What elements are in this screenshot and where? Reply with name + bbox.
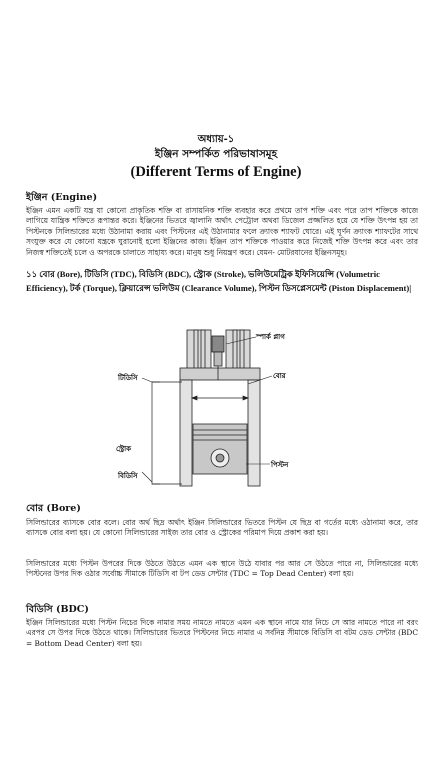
cylinder-head xyxy=(180,368,260,380)
bdc-heading: বিডিসি (BDC) xyxy=(26,604,89,615)
chapter-number: অধ্যায়-১ xyxy=(197,134,235,145)
tdc-paragraph: সিলিন্ডারের মধ্যে পিস্টন উপরের দিকে উঠতে উঠতে এমন এক স্থানে উঠে যাবার পর আর সে উঠতে পারে না, সিলিন্ডারের মধ্যে পিস্টনের উপর দিক ওঠার সর্বোচ্চ সীমাকে টিডিসি বা টপ ডেড সেন্টার (TDC = Top Dead Center) বলা হয়। xyxy=(26,559,418,579)
label-tdc: টিডিসি xyxy=(118,373,138,382)
bore-paragraph: সিলিন্ডারের ব্যাসকে বোর বলে। বোর অর্থ ছিদ্র অর্থাৎ ইঞ্জিন সিলিন্ডারের ভিতরে পিস্টন যে ছিদ্র বা গর্তের মধ্যে ওঠানামা করে, তার ব্যাসকে বোর বলা হয়। যে কোনো সিলিন্ডারের সাইজ তার বোর ও স্ট্রোকের পরিমাপ দিয়ে প্রকাশ করা হয়। xyxy=(26,518,418,538)
bdc-paragraph: ইঞ্জিন সিলিন্ডারের মধ্যে পিস্টন নিচের দিকে নামার সময় নামতে নামতে এমন এক স্থানে নামে যার নিচে সে আর নামতে পারে না বরং এরপর সে উপর দিকে উঠতে থাকে। সিলিন্ডারের ভিতরে পিস্টনের নিচে নামার এ সর্বনিম্ন সীমাকে বিডিসি বা বটম ডেড সেন্টার (BDC = Bottom Dead Center) বলা হয়। xyxy=(26,618,418,648)
stroke-bracket xyxy=(152,382,182,484)
chapter-title: (Different Terms of Engine) xyxy=(130,164,302,180)
engine-paragraph: ইঞ্জিন এমন একটি যন্ত্র যা কোনো প্রাকৃতিক শক্তি বা রাসায়নিক শক্তি ব্যবহার করে প্রথমে তাপ শক্তি এবং পরে তাপ শক্তিকে কাজে লাগিয়ে যান্ত্রিক শক্তিতে রূপান্তর করে। ইঞ্জিনের ভিতরে জ্বালানি অর্থাৎ পেট্রোল অথবা ডিজেল প্রজ্জলিত হয়ে যে শক্তি উৎপন্ন হয় তা পিস্টনকে সিলিন্ডারের মধ্যে উঠানামা করায় এবং পিস্টনের এই উঠানামার ফলে ক্র্যাংক শ্যাফট ঘোরে। এই ঘূর্ণন ক্র্যাংক শ্যাফটের সাথে সংযুক্ত করে যে কোনো যন্ত্রকে ঘুরানোই হলো ইঞ্জিনের কাজ। ইঞ্জিন তাপ শক্তিকে পাওয়ার করে নিজেই শক্তি উৎপন্ন করে এবং তার নিজস্ব শক্তিতেই চলে ও অপরকে চালাতে সাহায্য করে। মানুষ শুধু নিয়ন্ত্রণ করে। যেমন- মোটরযানের ইঞ্জিনসমূহ। xyxy=(26,206,418,257)
label-bore: বোর xyxy=(273,371,286,380)
chapter-subtitle: ইঞ্জিন সম্পর্কিত পরিভাষাসমূহ xyxy=(154,148,278,160)
cylinder-wall-right xyxy=(248,380,260,486)
bore-heading: বোর (Bore) xyxy=(26,503,81,514)
piston-icon xyxy=(193,424,247,474)
label-bdc: বিডিসি xyxy=(118,471,138,480)
label-piston: পিস্টন xyxy=(271,460,289,469)
terms-list: ১১ বোর (Bore), টিডিসি (TDC), বিডিসি (BDC), স্ট্রোক (Stroke), ভলিউমেট্রিক ইফিসিয়েন্সি (Volumetric Efficiency), টর্ক (Torque), ক্লিয়ারেন্স ভলিউম (Clearance Volume), পিস্টন ডিসপ্লেসমেন্ট (Piston Displacement)| xyxy=(26,269,412,293)
label-stroke: স্ট্রোক xyxy=(116,444,132,453)
bore-dimension xyxy=(192,396,248,400)
engine-heading: ইঞ্জিন (Engine) xyxy=(26,192,98,203)
cylinder-wall-left xyxy=(180,380,192,486)
label-spark-plug: স্পার্ক প্লাগ xyxy=(256,332,285,341)
